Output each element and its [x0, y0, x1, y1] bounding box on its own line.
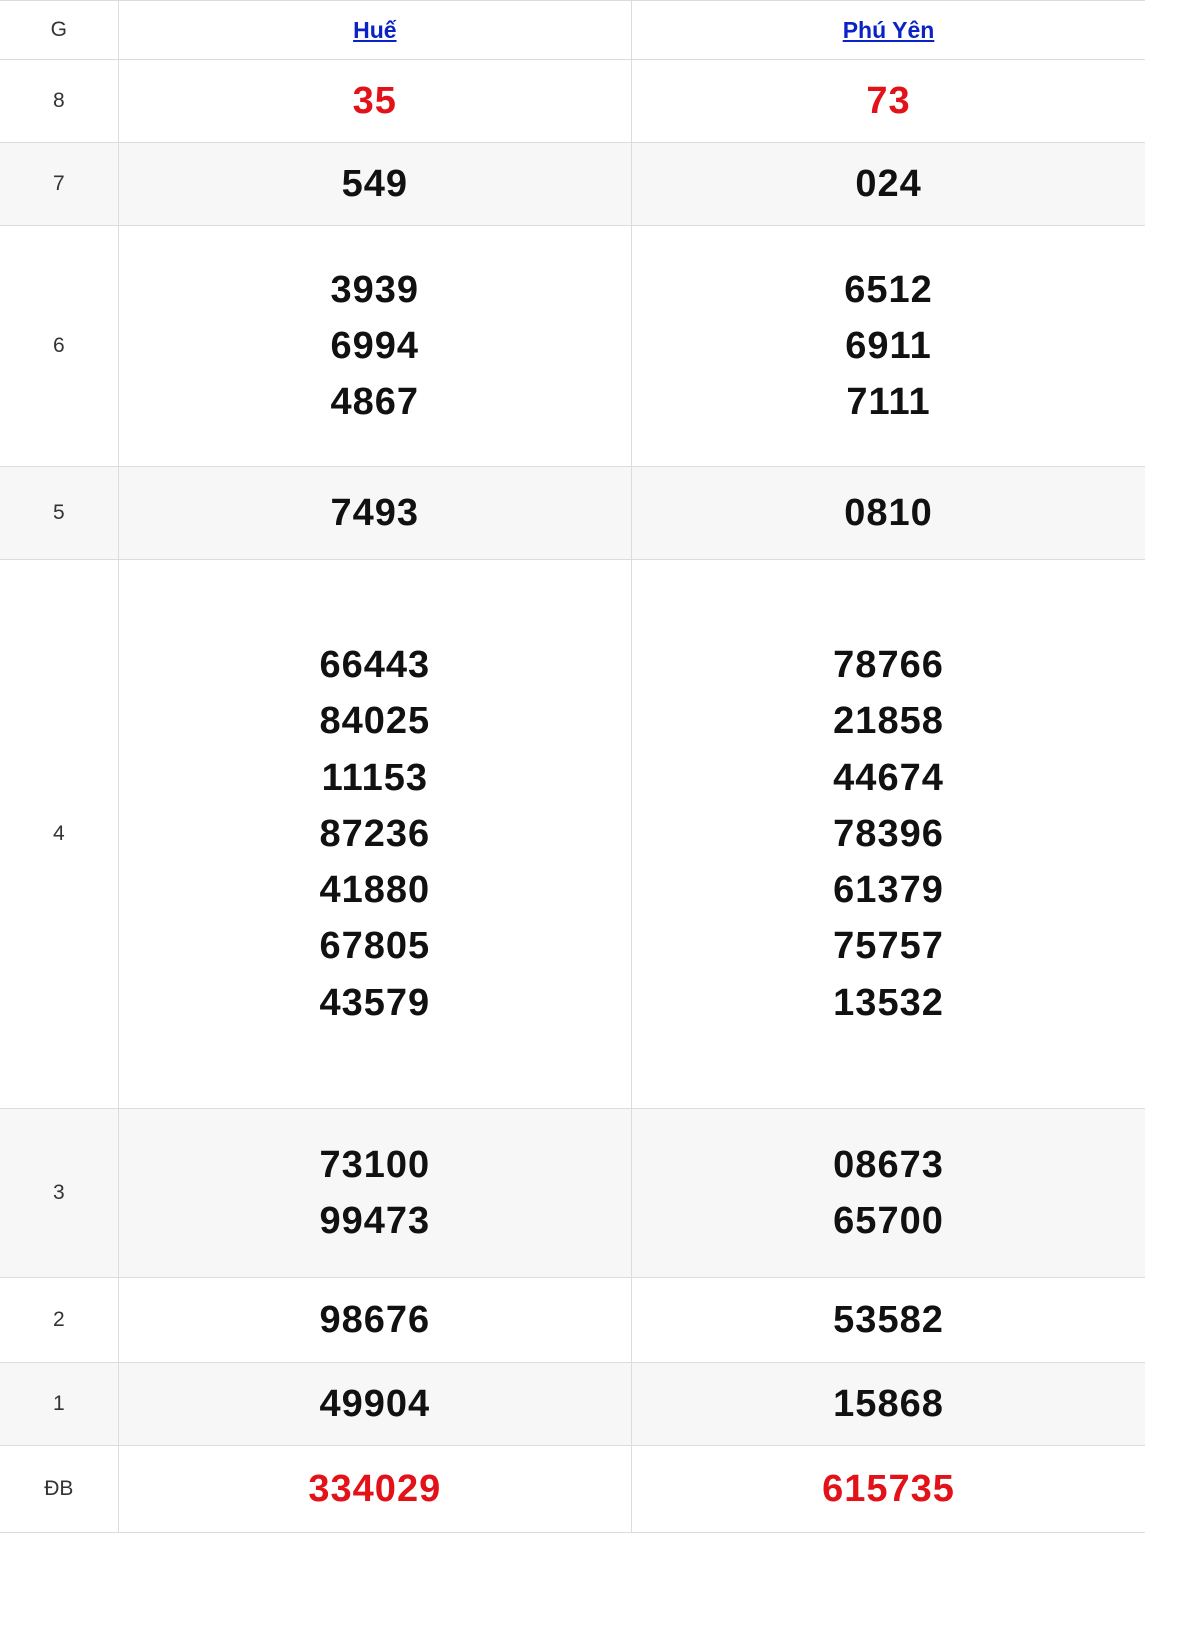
result-cell-phu-yen [632, 1278, 1145, 1363]
result-number: 87236 [319, 812, 431, 855]
result-number: 65700 [833, 1200, 944, 1242]
result-number: 13532 [833, 981, 944, 1024]
result-number: 334029 [308, 1467, 442, 1510]
prize-label: 6 [0, 226, 118, 467]
prize-label: ĐB [0, 1446, 118, 1533]
result-number: 35 [352, 79, 397, 122]
result-number: 66443 [319, 644, 431, 687]
result-number: 21858 [833, 700, 944, 743]
result-cell-phu-yen [632, 1109, 1145, 1278]
result-number: 78396 [833, 812, 944, 855]
table-row [0, 1363, 1145, 1446]
result-number: 41880 [319, 869, 431, 912]
table-row [0, 560, 1145, 1109]
result-number: 6911 [845, 324, 932, 367]
result-cell-hue [118, 467, 631, 560]
result-number: 99473 [319, 1200, 431, 1242]
result-cell-hue [118, 1363, 631, 1446]
result-number: 11153 [321, 756, 429, 799]
result-cell-hue [118, 1278, 631, 1363]
result-number: 08673 [833, 1143, 944, 1186]
table-row [0, 1446, 1145, 1533]
result-number: 615735 [822, 1467, 955, 1510]
result-number: 6994 [330, 324, 420, 367]
result-number: 0810 [844, 491, 933, 534]
result-cell-hue [118, 143, 631, 226]
result-cell-phu-yen [632, 60, 1145, 143]
result-cell-phu-yen [632, 467, 1145, 560]
table-row [0, 143, 1145, 226]
result-cell-phu-yen [632, 226, 1145, 467]
prize-label: 7 [0, 143, 118, 226]
result-number: 3939 [330, 268, 420, 311]
result-number: 67805 [319, 925, 431, 968]
column-header-province-phu-yen [632, 1, 1145, 60]
prize-label: 2 [0, 1278, 118, 1363]
table-row [0, 226, 1145, 467]
result-cell-phu-yen [632, 1363, 1145, 1446]
result-number: 44674 [833, 756, 944, 799]
result-number: 43579 [319, 981, 431, 1024]
result-number: 549 [341, 162, 409, 205]
result-cell-hue [118, 1446, 631, 1533]
result-number: 4867 [330, 381, 420, 424]
result-number: 61379 [833, 869, 944, 912]
result-number: 78766 [833, 644, 944, 687]
result-number: 98676 [319, 1298, 431, 1341]
result-number: 49904 [319, 1382, 431, 1425]
result-number: 84025 [319, 700, 431, 743]
result-cell-phu-yen [632, 1446, 1145, 1533]
province-link-phu-yen[interactable]: Phú Yên [842, 16, 935, 43]
result-cell-hue [118, 60, 631, 143]
table-row [0, 1109, 1145, 1278]
result-cell-phu-yen [632, 143, 1145, 226]
prize-label: 5 [0, 467, 118, 560]
column-header-prize: G [0, 1, 118, 60]
result-cell-hue [118, 226, 631, 467]
prize-label: 3 [0, 1109, 118, 1278]
result-number: 6512 [844, 268, 933, 311]
prize-label: 8 [0, 60, 118, 143]
result-number: 73 [866, 79, 911, 122]
table-header-row [0, 1, 1145, 60]
result-number: 53582 [833, 1298, 944, 1341]
result-number: 75757 [833, 925, 944, 968]
result-cell-hue [118, 560, 631, 1109]
table-row [0, 1278, 1145, 1363]
table-row [0, 467, 1145, 560]
result-number: 73100 [319, 1143, 431, 1186]
result-number: 15868 [833, 1382, 944, 1425]
result-number: 7111 [846, 381, 931, 424]
result-number: 7493 [330, 491, 420, 534]
prize-label: 4 [0, 560, 118, 1109]
result-cell-phu-yen [632, 560, 1145, 1109]
province-link-hue[interactable]: Huế [353, 16, 397, 43]
prize-label: 1 [0, 1363, 118, 1446]
result-cell-hue [118, 1109, 631, 1278]
column-header-province-hue [118, 1, 631, 60]
result-number: 024 [855, 162, 922, 205]
table-row [0, 60, 1145, 143]
